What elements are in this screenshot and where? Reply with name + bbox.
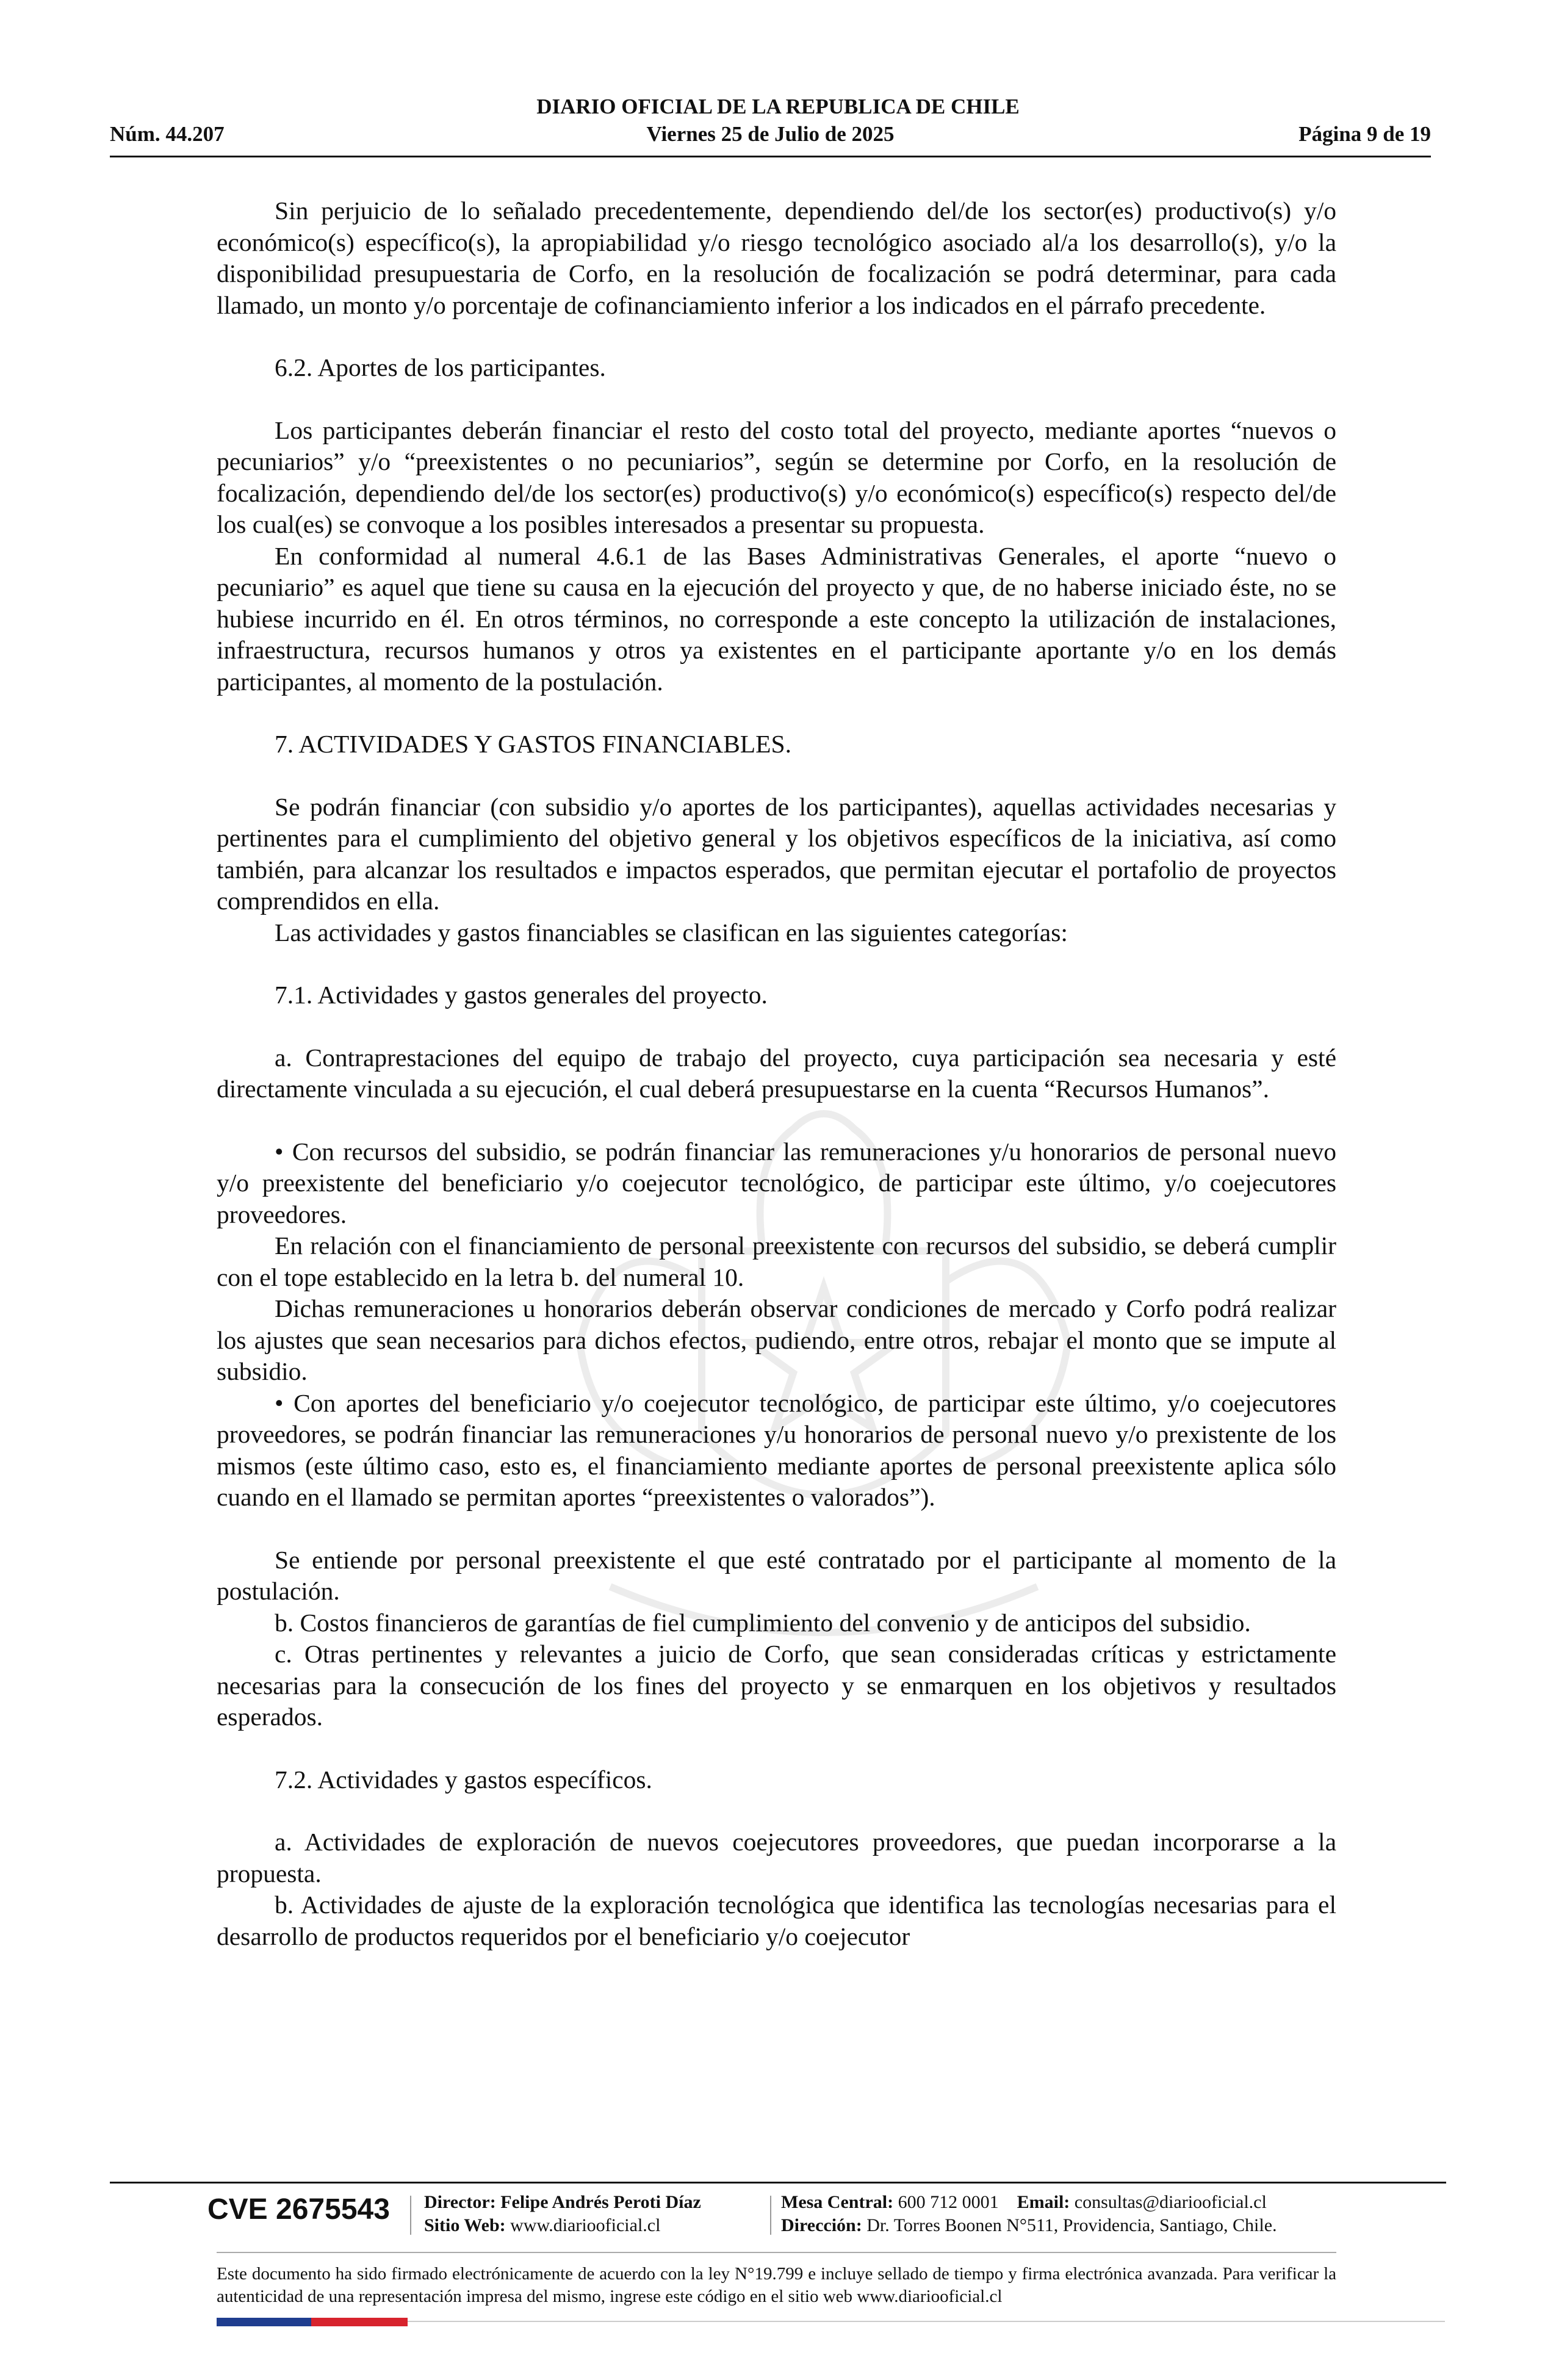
paragraph: En relación con el financiamiento de personal preexistente con recursos del subsidio, se deberá cumplir con el tope establecido en la letra b. del numeral 10.	[217, 1231, 1336, 1291]
email-label: Email:	[1017, 2192, 1070, 2212]
paragraph: a. Actividades de exploración de nuevos coejecutores proveedores, que puedan incorporarse a la propuesta.	[217, 1828, 1336, 1888]
address-label: Dirección:	[781, 2215, 862, 2235]
paragraph: b. Costos financieros de garantías de fiel cumplimiento del convenio y de anticipos del subsidio.	[275, 1608, 1251, 1637]
footer-contact-block	[781, 2191, 1277, 2237]
paragraph: Dichas remuneraciones u honorarios deberán observar condiciones de mercado y Corfo podrá realizar los ajustes que sean necesarios para dichos efectos, pudiendo, entre otros, rebajar el monto que se impute al subsidio.	[217, 1294, 1336, 1385]
paragraph: 7.2. Actividades y gastos específicos.	[275, 1765, 652, 1794]
header-divider	[110, 156, 1431, 157]
footer-separator	[410, 2196, 411, 2235]
director-label: Director:	[424, 2192, 496, 2212]
site-link[interactable]: www.diariooficial.cl	[510, 2215, 661, 2235]
paragraph: Sin perjuicio de lo señalado precedentemente, dependiendo del/de los sector(es) productivo(s) y/o económico(s) específico(s), la apropiabilidad y/o riesgo tecnológico asociado al/a los desarrollo(s), y/o la disponibilidad presupuestaria de Corfo, en la resolución de focalización se podrá determinar, para cada llamado, un monto y/o porcentaje de cofinanciamiento inferior a los indicados en el párrafo precedente.	[217, 197, 1336, 319]
paragraph: Los participantes deberán financiar el resto del costo total del proyecto, mediante aportes “nuevos o pecuniarios” y/o “preexistentes o no pecuniarios”, según se determine por Corfo, en la resolución de focalización, dependiendo del/de los sector(es) productivo(s) y/o económico(s) específico(s) respecto del/de los cual(es) se convoque a los posibles interesados a presentar su propuesta.	[217, 416, 1336, 538]
paragraph: En conformidad al numeral 4.6.1 de las Bases Administrativas Generales, el aporte “nuevo o pecuniario” es aquel que tiene su causa en la ejecución del proyecto y que, de no haberse iniciado éste, no se hubiese incurrido en él. En otros términos, no corresponde a este concepto la utilización de instalaciones, infraestructura, recursos humanos y otros ya existentes en el participante aportante y/o en los demás participantes, al momento de la postulación.	[217, 541, 1336, 696]
paragraph: c. Otras pertinentes y relevantes a juicio de Corfo, que sean consideradas críticas y estrictamente necesarias para la consecución de los fines del proyecto y se enmarquen en los objetivos y resultados esperados.	[217, 1640, 1336, 1731]
paragraph: b. Actividades de ajuste de la exploración tecnológica que identifica las tecnologías necesarias para el desarrollo de productos requeridos por el beneficiario y/o coejecutor	[217, 1891, 1336, 1950]
flag-stripe-line	[408, 2321, 1445, 2322]
flag-stripe-blue	[217, 2318, 311, 2326]
paragraph: 7. ACTIVIDADES Y GASTOS FINANCIABLES.	[275, 730, 791, 758]
flag-stripe-red	[311, 2318, 408, 2326]
paragraph: Se podrán financiar (con subsidio y/o aportes de los participantes), aquellas actividades necesarias y pertinentes para el cumplimiento del objetivo general y los objetivos específicos de la iniciativa, así como también, para alcanzar los resultados e impactos esperados, que permitan ejecutar el portafolio de proyectos comprendidos en ella.	[217, 792, 1336, 915]
paragraph: 7.1. Actividades y gastos generales del proyecto.	[275, 981, 768, 1009]
header-row	[110, 122, 1431, 150]
paragraph: a. Contraprestaciones del equipo de trabajo del proyecto, cuya participación sea necesaria y esté directamente vinculada a su ejecución, el cual deberá presupuestarse en la cuenta “Recursos Humanos”.	[217, 1043, 1336, 1103]
newspaper-title: DIARIO OFICIAL DE LA REPUBLICA DE CHILE	[536, 95, 1020, 118]
footer-divider-thin	[217, 2252, 1336, 2253]
paragraph: Las actividades y gastos financiables se clasifican en las siguientes categorías:	[275, 918, 1068, 947]
page-number: Página 9 de 19	[1298, 122, 1431, 146]
director-name: Felipe Andrés Peroti Díaz	[500, 2192, 701, 2212]
issue-number: Núm. 44.207	[110, 122, 225, 146]
mesa-phone: 600 712 0001	[898, 2192, 999, 2212]
email-link[interactable]: consultas@diariooficial.cl	[1074, 2192, 1267, 2212]
footer-divider	[110, 2182, 1446, 2183]
document-body	[217, 195, 1336, 1952]
footer-separator	[770, 2196, 771, 2235]
issue-date: Viernes 25 de Julio de 2025	[646, 122, 895, 146]
site-label: Sitio Web:	[424, 2215, 506, 2235]
mesa-label: Mesa Central:	[781, 2192, 894, 2212]
address-value: Dr. Torres Boonen N°511, Providencia, Santiago, Chile.	[866, 2215, 1277, 2235]
paragraph: • Con recursos del subsidio, se podrán financiar las remuneraciones y/u honorarios de personal nuevo y/o preexistente del beneficiario y/o coejecutor tecnológico, de participar este último, y/o coejecutores proveedores.	[217, 1137, 1336, 1228]
cve-code: CVE 2675543	[207, 2193, 390, 2226]
legal-notice: Este documento ha sido firmado electrónicamente de acuerdo con la ley N°19.799 e incluye sellado de tiempo y firma electrónica avanzada. Para verificar la autenticidad de una representación impresa del mismo, ingrese este código en el sitio web www.diariooficial.cl	[217, 2264, 1336, 2306]
paragraph: 6.2. Aportes de los participantes.	[275, 353, 606, 381]
footer-director-block	[424, 2191, 701, 2237]
paragraph: • Con aportes del beneficiario y/o coejecutor tecnológico, de participar este último, y/o coejecutores proveedores, se podrán financiar las remuneraciones y/u honorarios de personal nuevo y/o prexistente de los mismos (este último caso, esto es, el financiamiento mediante aportes de personal preexistente aplica sólo cuando en el llamado se permitan aportes “preexistentes o valorados”).	[217, 1388, 1336, 1511]
paragraph: Se entiende por personal preexistente el que esté contratado por el participante al momento de la postulación.	[217, 1545, 1336, 1605]
